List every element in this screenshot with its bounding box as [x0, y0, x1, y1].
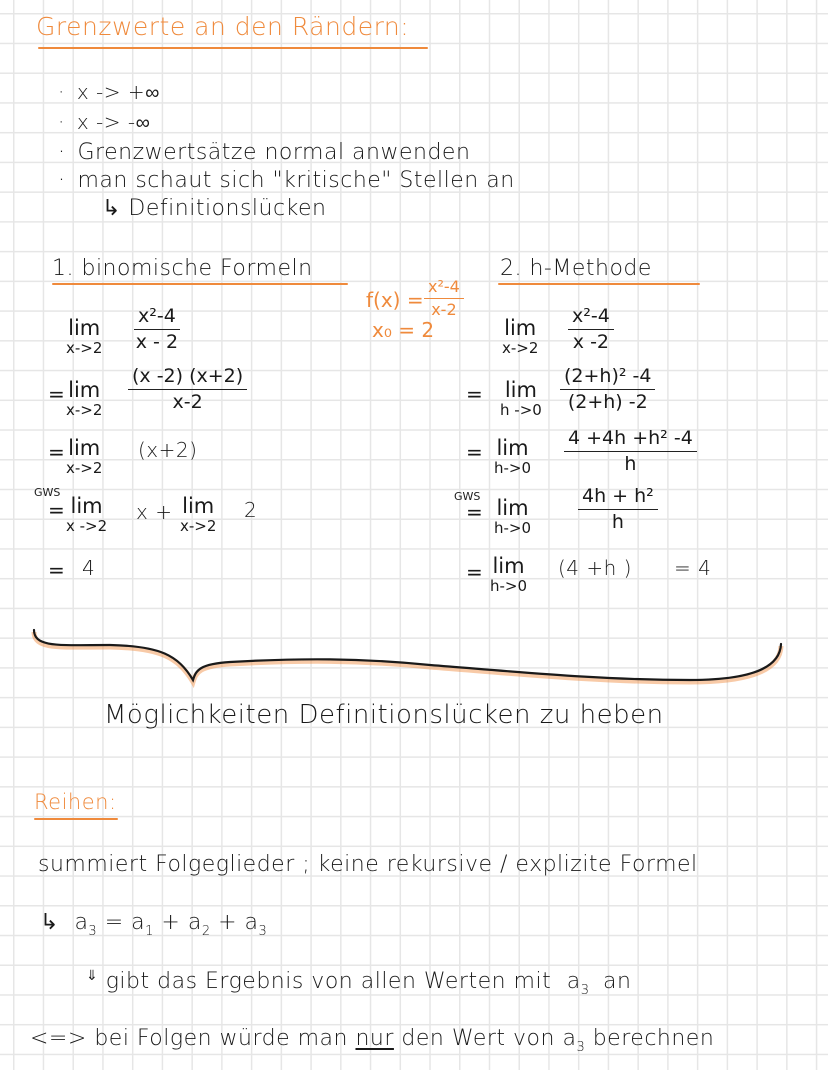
emphasis-nur: nur	[355, 1026, 394, 1051]
fraction: $\frac{\text{4 +4h +h² -4}}{h}$	[564, 428, 697, 475]
equals-sign: =	[48, 382, 65, 406]
turn-arrow-icon: ↳	[40, 910, 59, 935]
reihen-example: ↳ $a_3 = a_1 + a_2 + a_3$	[40, 910, 268, 939]
equals-sign: =	[466, 560, 483, 584]
limit-operator: lim x->2	[66, 316, 103, 357]
equals-sign: =	[466, 500, 483, 524]
fraction: $\frac{\text{4h + h²}}{h}$	[578, 486, 658, 533]
limit-operator: lim h->0	[494, 496, 532, 537]
title-underline	[38, 47, 428, 49]
fraction: $\frac{\text{x²-4}}{x - 2}$	[135, 305, 179, 353]
function-label: f(x) =	[366, 288, 424, 312]
reihen-definition: summiert Folgeglieder ; keine rekursive / explizite Formel	[38, 852, 698, 877]
gws-note: GWS	[454, 490, 481, 503]
bullet-grenzwertsaetze: · Grenzwertsätze normal anwenden	[58, 140, 470, 165]
brace-caption: Möglichkeiten Definitionslücken zu heben	[104, 700, 664, 730]
limit-operator: lim x ->2	[66, 494, 108, 535]
curly-brace-icon	[0, 610, 828, 690]
limit-operator: lim h->0	[494, 436, 532, 477]
equals-sign: =	[48, 440, 65, 464]
result: 4	[82, 556, 96, 580]
expression: x +	[136, 500, 173, 524]
limit-operator: lim x->2	[180, 494, 217, 535]
method2-underline	[498, 283, 700, 285]
section-title-reihen: Reihen:	[34, 790, 117, 814]
method2-title: 2. h-Methode	[500, 256, 652, 281]
fraction: $\frac{(x -2) (x+2)}{x-2}$	[128, 366, 247, 413]
folgen-comparison: <=> bei Folgen würde man nur den Wert von $a_3$ berechnen	[30, 1026, 715, 1055]
method1-underline	[52, 283, 348, 285]
limit-operator: lim x->2	[502, 316, 539, 357]
fraction: $\frac{\text{(2+h)² -4}}{(2+h) -2}$	[560, 366, 655, 413]
equals-sign: =	[466, 440, 483, 464]
definitionsluecken-note: ↳ Definitionslücken	[102, 196, 327, 221]
reihen-explanation: ⇓ gibt das Ergebnis von allen Werten mit $a_3$ an	[86, 968, 632, 998]
limit-operator: lim h->0	[490, 554, 528, 595]
equals-sign: =	[48, 558, 65, 582]
equals-sign: =	[466, 382, 483, 406]
equals-sign: =	[48, 498, 65, 522]
expression: (4 +h )	[558, 556, 632, 580]
down-arrow-icon: ⇓	[86, 968, 99, 984]
equivalence-arrow-icon: <=>	[30, 1026, 87, 1051]
limit-operator: lim h ->0	[500, 378, 542, 419]
limit-operator: lim x->2	[66, 436, 103, 477]
method1-title: 1. binomische Formeln	[52, 256, 313, 281]
result: = 4	[674, 556, 712, 580]
x0-value: x₀ = 2	[372, 318, 435, 342]
fraction: $\frac{\text{x²-4}}{x -2}$	[568, 306, 614, 353]
function-fraction: $\frac{\text{x²-4}}{x-2}$	[424, 278, 464, 318]
expression: (x+2)	[138, 438, 198, 462]
bullet-x-plus-infinity: · x -> +∞	[58, 80, 160, 105]
section-title-grenzwerte: Grenzwerte an den Rändern:	[36, 12, 410, 41]
limit-operator: lim x->2	[66, 378, 103, 419]
bullet-kritische-stellen: · man schaut sich "kritische" Stellen an	[58, 168, 515, 193]
bullet-x-minus-infinity: · x -> -∞	[58, 110, 150, 135]
reihen-underline	[34, 818, 118, 820]
gws-note: GWS	[34, 486, 61, 499]
expression: 2	[244, 498, 258, 522]
